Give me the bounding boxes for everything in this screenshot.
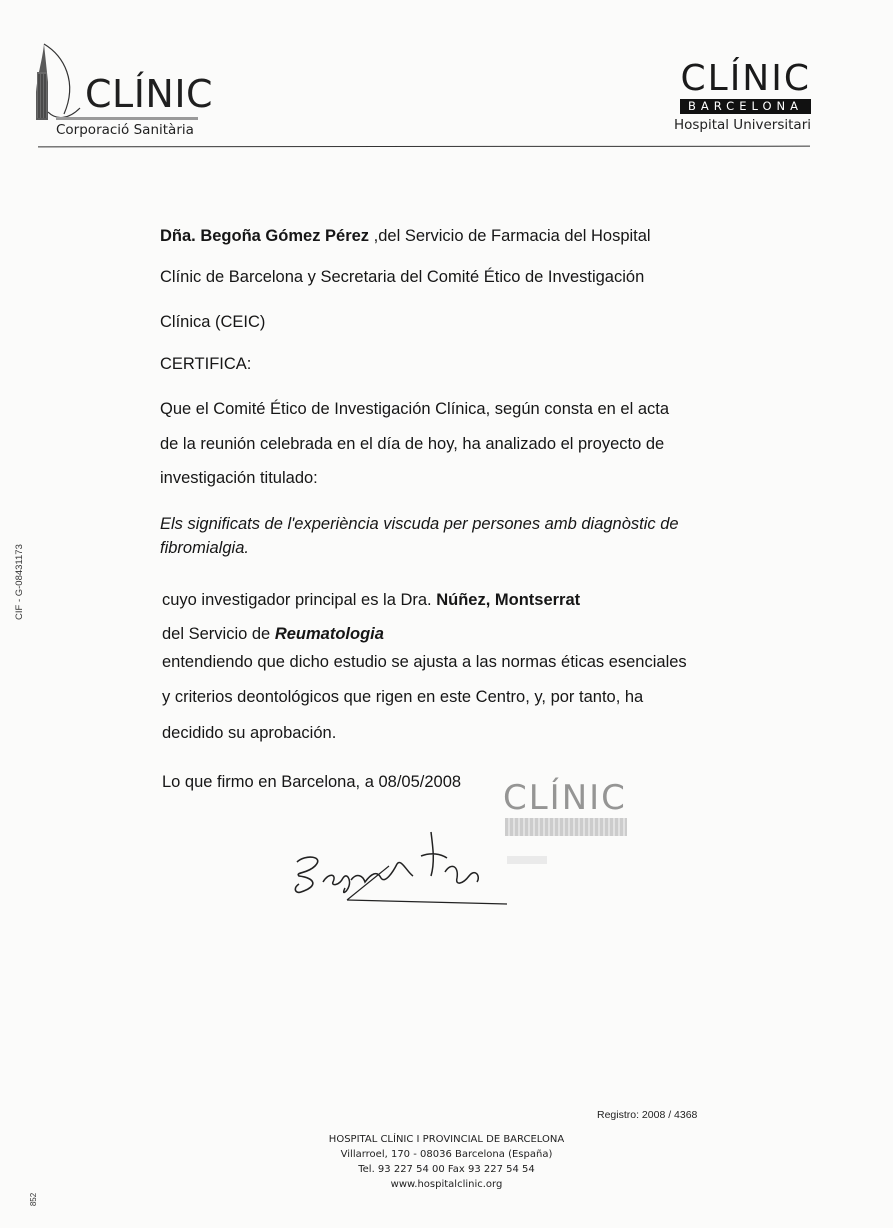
stamp-bar bbox=[505, 818, 627, 836]
project-title-2: fibromialgia. bbox=[160, 539, 249, 557]
certifica-heading: CERTIFICA: bbox=[160, 355, 252, 373]
secretary-name: Dña. Begoña Gómez Pérez bbox=[160, 227, 370, 245]
left-logo bbox=[34, 42, 214, 142]
right-logo-bar: BARCELONA bbox=[680, 99, 811, 114]
body-line-2: Clínic de Barcelona y Secretaria del Comité Ético de Investigación bbox=[160, 268, 645, 286]
body-line-11: y criterios deontológicos que rigen en este Centro, y, por tanto, ha bbox=[162, 688, 644, 706]
body-line-1 bbox=[160, 227, 651, 246]
department-prefix: del Servicio de bbox=[162, 625, 275, 643]
header-rule bbox=[38, 146, 810, 148]
right-logo-name: CLÍNIC bbox=[680, 58, 811, 99]
investigator-line bbox=[162, 591, 580, 610]
body-line-7: investigación titulado: bbox=[160, 469, 318, 487]
signature-image bbox=[285, 822, 520, 912]
right-logo bbox=[641, 58, 811, 138]
body-line-12: decidido su aprobación. bbox=[162, 724, 337, 742]
left-logo-subtitle: Corporació Sanitària bbox=[56, 122, 194, 138]
department-line bbox=[162, 625, 384, 644]
body-line-3: Clínica (CEIC) bbox=[160, 313, 266, 331]
investigator-name: Núñez, Montserrat bbox=[436, 591, 581, 609]
body-line-10: entendiendo que dicho estudio se ajusta a las normas éticas esenciales bbox=[162, 653, 687, 671]
body-line-5: Que el Comité Ético de Investigación Clínica, según consta en el acta bbox=[160, 400, 670, 418]
investigator-prefix: cuyo investigador principal es la Dra. bbox=[162, 591, 437, 609]
footer-website: www.hospitalclinic.org bbox=[390, 1179, 503, 1190]
body-line-6: de la reunión celebrada en el día de hoy, ha analizado el proyecto de bbox=[160, 435, 665, 453]
signing-place-date: Lo que firmo en Barcelona, a 08/05/2008 bbox=[162, 773, 462, 791]
logo-divider bbox=[56, 117, 198, 120]
footer-address: Villarroel, 170 - 08036 Barcelona (España) bbox=[340, 1149, 553, 1160]
stamp-name: CLÍNIC bbox=[503, 778, 627, 818]
right-logo-subtitle: Hospital Universitari bbox=[673, 117, 811, 133]
project-title-1: Els significats de l'experiència viscuda per persones amb diagnòstic de bbox=[160, 515, 679, 533]
department-name: Reumatologia bbox=[274, 625, 384, 643]
side-code: 852 bbox=[29, 1192, 39, 1207]
cif-number: CIF - G-08431173 bbox=[14, 544, 25, 620]
secretary-service: ,del Servicio de Farmacia del Hospital bbox=[369, 227, 651, 245]
registration-number: Registro: 2008 / 4368 bbox=[597, 1109, 698, 1121]
footer-phone: Tel. 93 227 54 00 Fax 93 227 54 54 bbox=[358, 1164, 535, 1175]
left-logo-name: CLÍNIC bbox=[85, 72, 214, 116]
footer-institution: HOSPITAL CLÍNIC I PROVINCIAL DE BARCELONA bbox=[328, 1134, 565, 1145]
